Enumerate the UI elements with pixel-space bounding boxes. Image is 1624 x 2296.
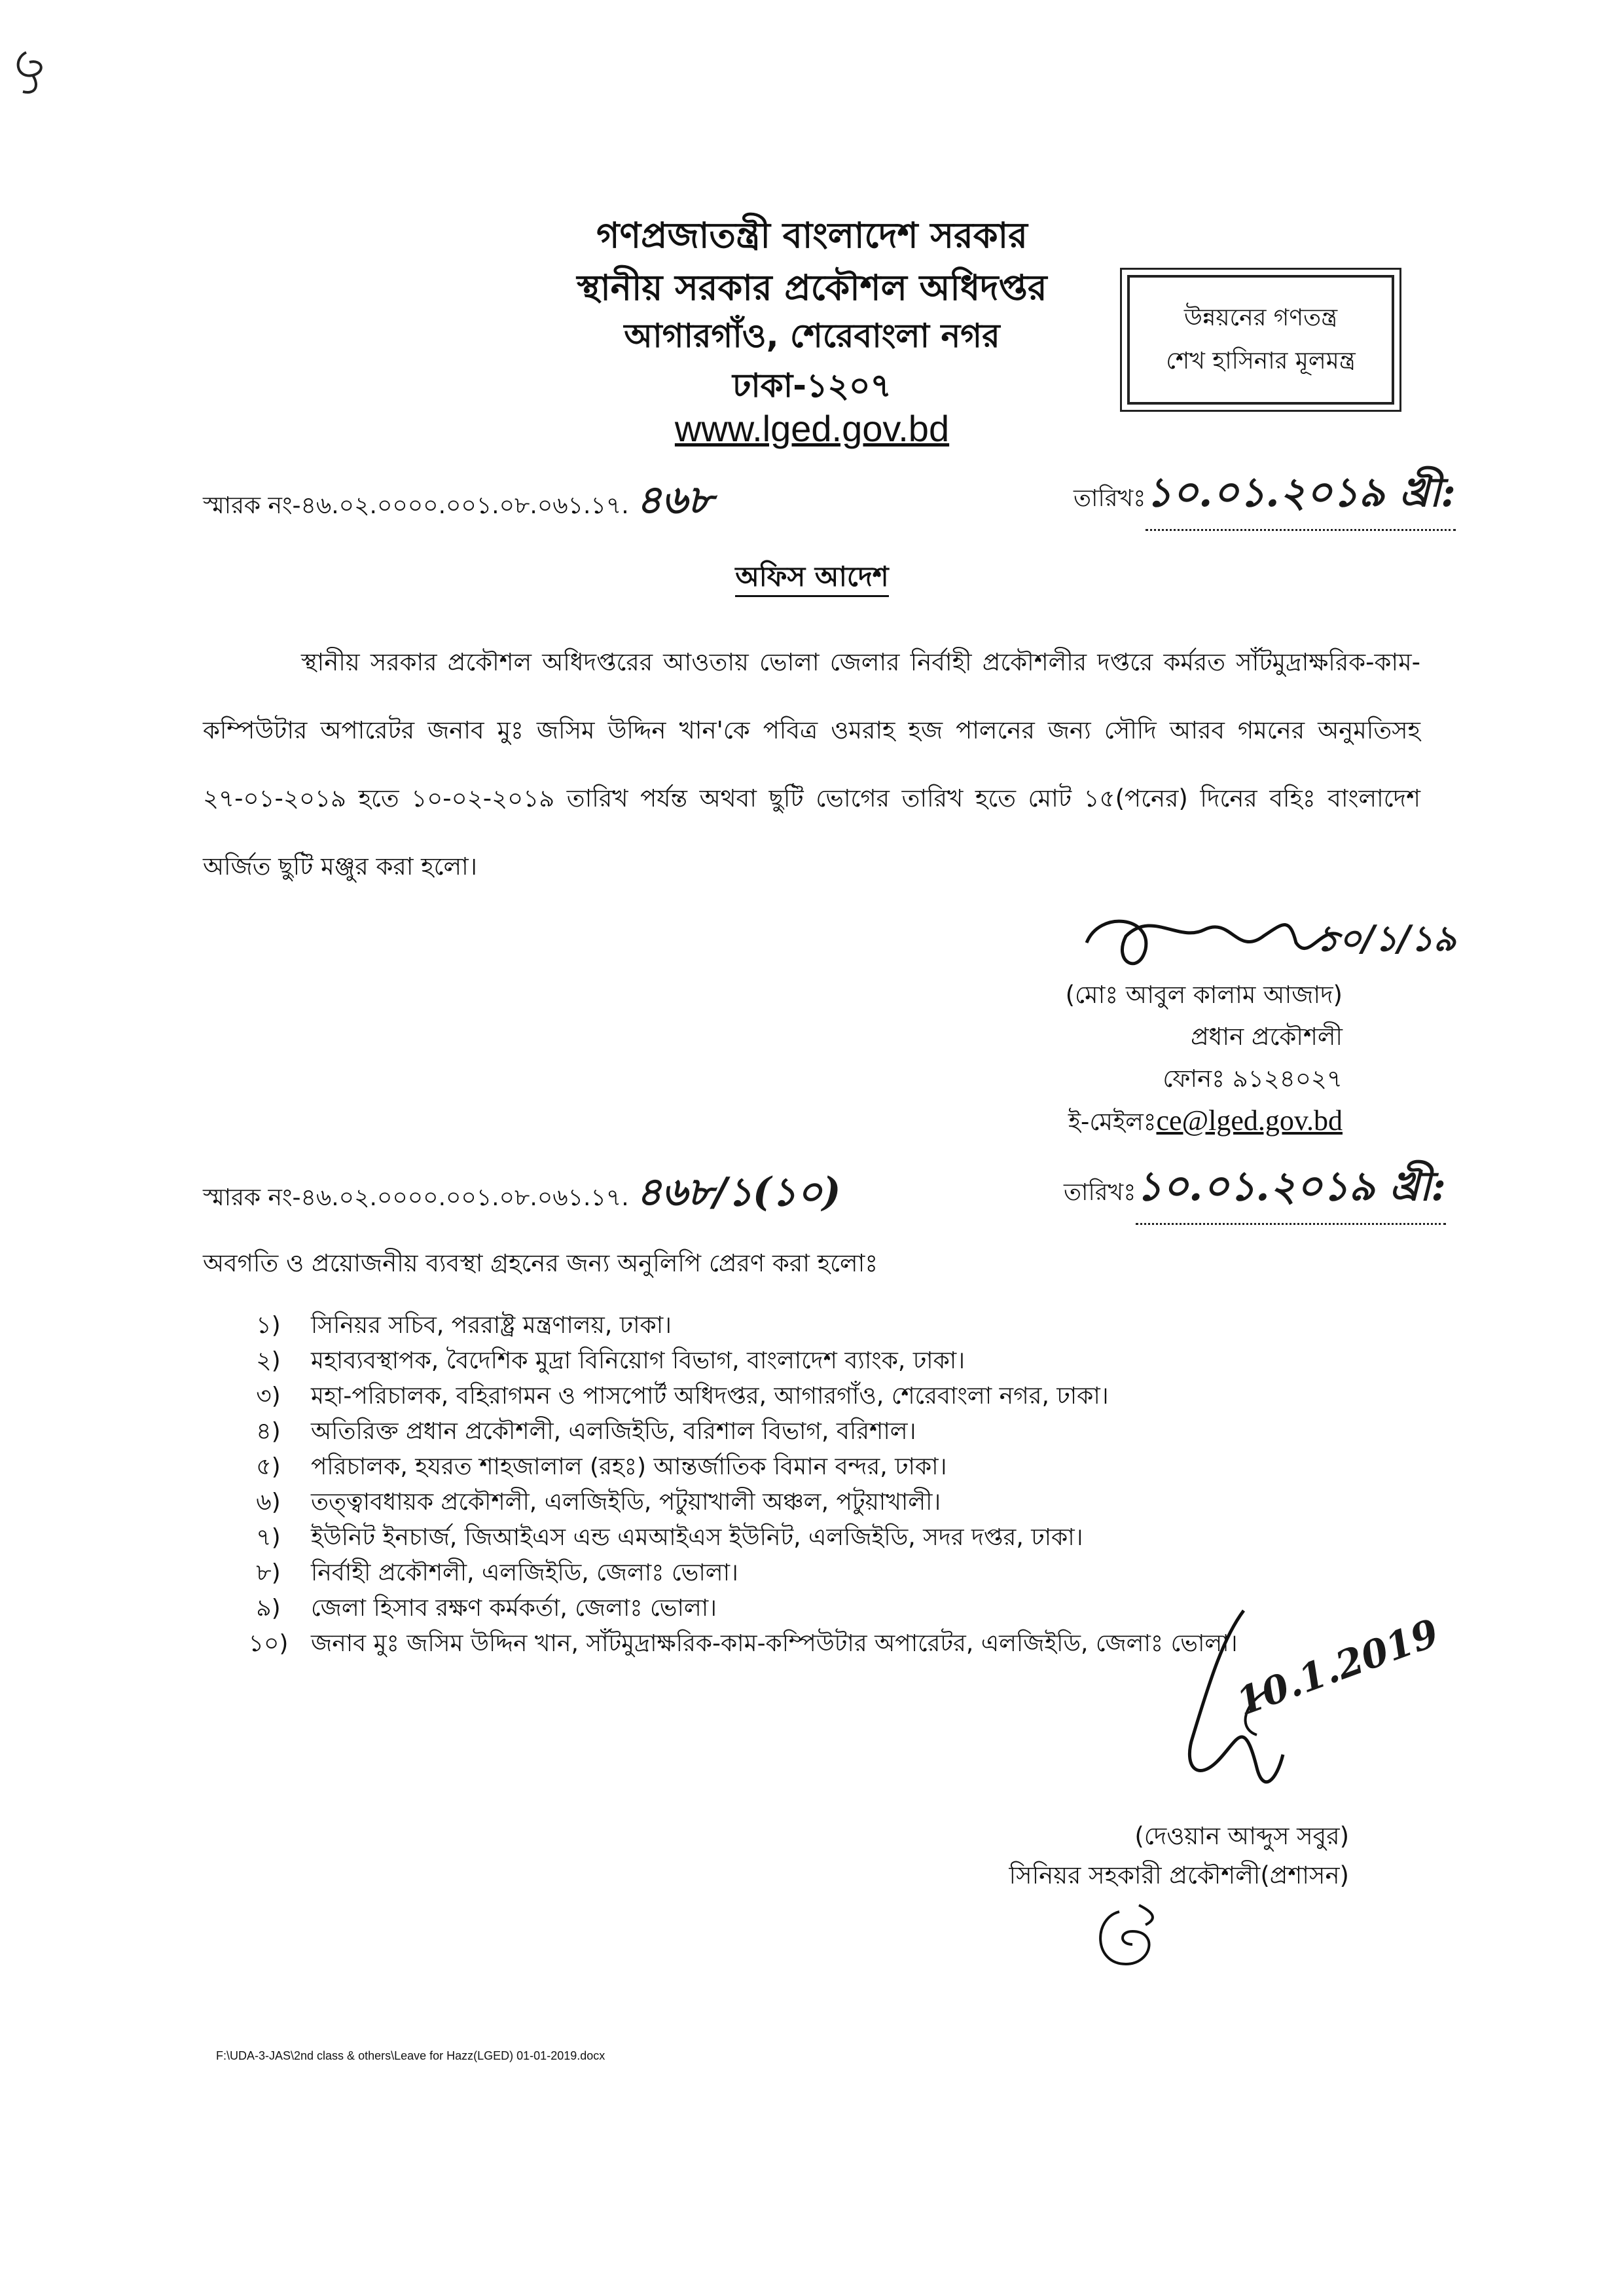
cc-list-item-number: ৬) (256, 1489, 281, 1516)
header-government: গণপ্রজাতন্ত্রী বাংলাদেশ সরকার (596, 215, 1028, 256)
cc-list-item (226, 1380, 1238, 1415)
cc-list-item (226, 1345, 1238, 1380)
motto-line-2: শেখ হাসিনার মূলমন্ত্র (1166, 348, 1356, 374)
cc-list-item-text: সিনিয়র সচিব, পররাষ্ট্র মন্ত্রণালয়, ঢাকা। (311, 1312, 672, 1339)
signatory-1-email-link[interactable]: ce@lged.gov.bd (1156, 1104, 1343, 1137)
cc-list-item (226, 1415, 1238, 1451)
cc-list-item-number: ৪) (256, 1418, 281, 1445)
cc-intro: অবগতি ও প্রয়োজনীয় ব্যবস্থা গ্রহনের জন্য অনুলিপি প্রেরণ করা হলোঃ (203, 1249, 878, 1277)
cc-list-item-number: ৯) (256, 1595, 281, 1622)
motto-line-1: উন্নয়নের গণতন্ত্র (1183, 304, 1338, 331)
cc-list-item-number: ৫) (256, 1453, 281, 1480)
margin-mark-scribble (7, 39, 59, 105)
cc-list-item (226, 1522, 1238, 1557)
memo-2-number-handwritten: ৪৬৮/১(১০) (636, 1169, 841, 1215)
signatory-1-designation: প্রধান প্রকৌশলী (1191, 1023, 1343, 1051)
header-address: আগারগাঁও, শেরেবাংলা নগর (624, 317, 1000, 355)
cc-list-item-text: জেলা হিসাব রক্ষণ কর্মকর্তা, জেলাঃ ভোলা। (311, 1595, 717, 1622)
cc-list-item-text: মহা-পরিচালক, বহিরাগমন ও পাসপোর্ট অধিদপ্তর, আগারগাঁও, শেরেবাংলা নগর, ঢাকা। (311, 1383, 1109, 1410)
memo-1-date (1074, 462, 1456, 531)
memo-1-number-handwritten: ৪৬৮ (636, 477, 713, 523)
cc-list-item-number: ১) (256, 1312, 281, 1339)
signatory-1-email-label: ই-মেইলঃ (1068, 1108, 1157, 1136)
memo-2-date (1064, 1156, 1446, 1225)
cc-list-item-text: মহাব্যবস্থাপক, বৈদেশিক মুদ্রা বিনিয়োগ বিভাগ, বাংলাদেশ ব্যাংক, ঢাকা। (311, 1347, 965, 1374)
cc-list-item-number: ৩) (256, 1383, 281, 1410)
header-city: ঢাকা-১২০৭ (732, 367, 892, 405)
office-order-body: স্থানীয় সরকার প্রকৌশল অধিদপ্তরের আওতায় ভোলা জেলার নির্বাহী প্রকৌশলীর দপ্তরে কর্মরত সাঁটমুদ্রাক্ষরিক-কাম-কম্পিউটার অপারেটর জনাব মুঃ জসিম উদ্দিন খান'কে পবিত্র ওমরাহ হজ পালনের জন্য সৌদি আরব গমনের অনুমতিসহ ২৭-০১-২০১৯ হতে ১০-০২-২০১৯ তারিখ পর্যন্ত অথবা ছুটি ভোগের তারিখ হতে মোট ১৫(পনের) দিনের বহিঃ বাংলাদেশ অর্জিত ছুটি মঞ্জুর করা হলো। (203, 648, 1420, 881)
memo-2-date-handwritten: ১০.০১.২০১৯ খ্রী: (1136, 1156, 1446, 1225)
memo-1-date-handwritten: ১০.০১.২০১৯ খ্রী: (1146, 462, 1456, 531)
signatory-2-block (1009, 1817, 1349, 1895)
signatory-1-name: (মোঃ আবুল কালাম আজাদ) (1065, 981, 1343, 1009)
initial-scribble (1080, 1892, 1185, 1984)
signatory-2-designation: সিনিয়র সহকারী প্রকৌশলী(প্রশাসন) (1009, 1861, 1349, 1889)
cc-list-item (226, 1592, 1238, 1628)
signatory-2-name: (দেওয়ান আব্দুস সবুর) (1134, 1822, 1349, 1850)
cc-list-item-text: অতিরিক্ত প্রধান প্রকৌশলী, এলজিইডি, বরিশাল বিভাগ, বরিশাল। (311, 1418, 916, 1445)
cc-list-item (226, 1628, 1238, 1663)
signature-1-date: ১০/১/১৯ (1316, 917, 1456, 959)
motto-box (1127, 275, 1394, 405)
cc-list-item-text: পরিচালক, হযরত শাহজালাল (রহঃ) আন্তর্জাতিক বিমান বন্দর, ঢাকা। (311, 1453, 947, 1480)
signatory-1-block (1066, 974, 1343, 1143)
cc-list-item (226, 1486, 1238, 1522)
cc-list-item (226, 1451, 1238, 1486)
cc-distribution-list (226, 1309, 1238, 1663)
cc-list-item-number: ৭) (256, 1524, 281, 1551)
cc-list-item-number: ৮) (256, 1559, 281, 1586)
cc-list-item-text: তত্ত্বাবধায়ক প্রকৌশলী, এলজিইডি, পটুয়াখালী অঞ্চল, পটুয়াখালী। (311, 1489, 941, 1516)
office-order-title: অফিস আদেশ (0, 555, 1624, 602)
memo-2-date-label: তারিখঃ (1064, 1179, 1136, 1206)
memo-1-label: স্মারক নং-৪৬.০২.০০০০.০০১.০৮.০৬১.১৭. (203, 492, 629, 519)
memo-2-label: স্মারক নং-৪৬.০২.০০০০.০০১.০৮.০৬১.১৭. (203, 1184, 629, 1211)
cc-list-item (226, 1309, 1238, 1345)
signatory-1-phone: ফোনঃ ৯১২৪০২৭ (1163, 1065, 1343, 1093)
header-department: স্থানীয় সরকার প্রকৌশল অধিদপ্তর (577, 267, 1047, 308)
memo-2-reference (203, 1162, 841, 1228)
memo-1-reference (203, 470, 713, 536)
cc-list-item-text: নির্বাহী প্রকৌশলী, এলজিইডি, জেলাঃ ভোলা। (311, 1559, 738, 1586)
memo-1-date-label: তারিখঃ (1074, 485, 1146, 512)
cc-list-item-text: জনাব মুঃ জসিম উদ্দিন খান, সাঁটমুদ্রাক্ষরিক-কাম-কম্পিউটার অপারেটর, এলজিইডি, জেলাঃ ভোলা। (311, 1630, 1238, 1657)
header-website-link[interactable]: www.lged.gov.bd (674, 408, 950, 449)
cc-list-item (226, 1557, 1238, 1592)
signature-2-date: 10.1.2019 (1231, 1610, 1445, 1724)
file-path-footer: F:\UDA-3-JAS\2nd class & others\Leave for Hazz(LGED) 01-01-2019.docx (216, 2049, 605, 2062)
cc-list-item-number: ১০) (248, 1630, 289, 1657)
cc-list-item-number: ২) (256, 1347, 281, 1374)
cc-list-item-text: ইউনিট ইনচার্জ, জিআইএস এন্ড এমআইএস ইউনিট, এলজিইডি, সদর দপ্তর, ঢাকা। (311, 1524, 1083, 1551)
